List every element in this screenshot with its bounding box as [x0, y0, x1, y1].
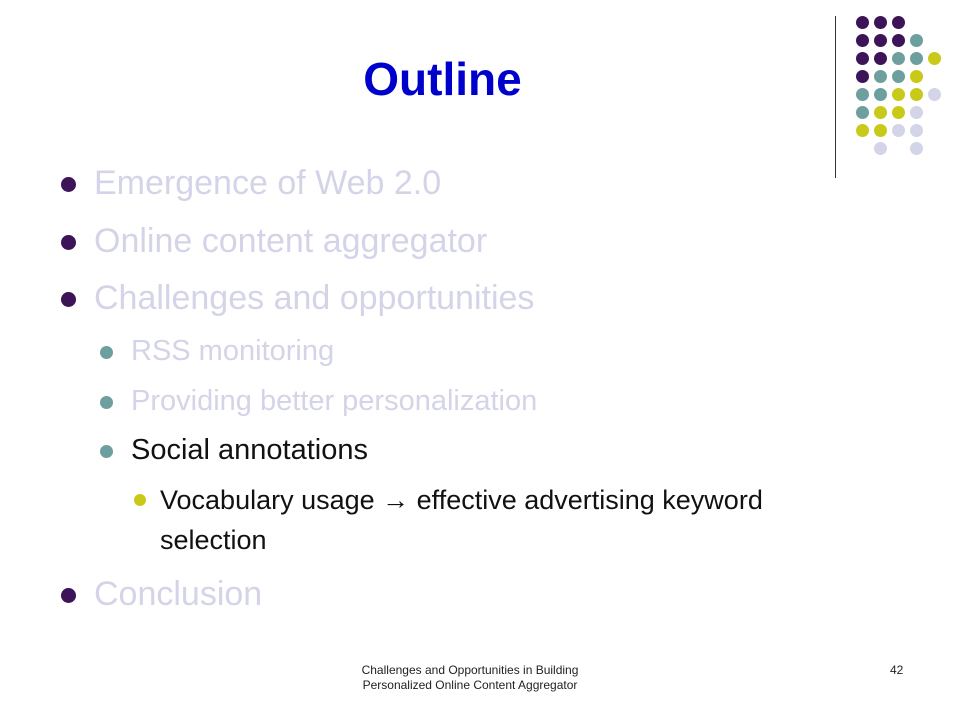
- bullet-label: Providing better personalization: [131, 385, 538, 417]
- decorative-dot: [928, 52, 941, 65]
- decorative-dot: [856, 124, 869, 137]
- subbullet-personalization: [131, 385, 537, 418]
- bullet-dot-icon: [61, 588, 76, 603]
- decorative-dot: [874, 16, 887, 29]
- decorative-dot: [910, 106, 923, 119]
- footer-line-1: Challenges and Opportunities in Building: [361, 663, 579, 677]
- bullet-conclusion: [94, 575, 262, 614]
- bullet-label: Challenges and opportunities: [94, 279, 535, 317]
- subbullet-social-annotations: [131, 434, 368, 467]
- bullet-label: Online content aggregator: [94, 222, 488, 260]
- footer-line-2: Personalized Online Content Aggregator: [362, 678, 578, 692]
- bullet-label: Social annotations: [131, 434, 368, 466]
- decorative-dot: [892, 124, 905, 137]
- page-number: 42: [890, 663, 904, 677]
- bullet-dot-icon: [100, 346, 113, 359]
- decorative-dot: [892, 70, 905, 83]
- bullet-emergence-web2: [94, 164, 441, 203]
- bullet-challenges: [94, 279, 534, 318]
- decorative-dot: [910, 52, 923, 65]
- decorative-dot: [892, 34, 905, 47]
- decorative-dot: [874, 34, 887, 47]
- bullet-online-aggregator: [94, 222, 487, 261]
- slide-title: Outline: [363, 53, 522, 105]
- decorative-dot: [910, 34, 923, 47]
- decorative-dot: [874, 142, 887, 155]
- bullet-dot-icon: [100, 396, 113, 409]
- decorative-dot: [928, 88, 941, 101]
- decorative-dot: [856, 106, 869, 119]
- bullet-dot-icon: [61, 235, 76, 250]
- footer-presentation-title: [300, 663, 640, 693]
- decorative-dot: [910, 70, 923, 83]
- decorative-dot: [874, 106, 887, 119]
- decorative-dot: [892, 16, 905, 29]
- bullet-dot-icon: [134, 494, 146, 506]
- decorative-dot: [874, 124, 887, 137]
- subbullet-rss-monitoring: [131, 335, 334, 368]
- decorative-dot: [856, 34, 869, 47]
- decorative-dot: [892, 106, 905, 119]
- bullet-label: RSS monitoring: [131, 335, 335, 367]
- decorative-dot: [892, 88, 905, 101]
- decorative-dot: [892, 52, 905, 65]
- bullet-label: Emergence of Web 2.0: [94, 164, 442, 202]
- decorative-dot: [856, 16, 869, 29]
- decorative-dot: [910, 88, 923, 101]
- bullet-label: Vocabulary usage → effective advertising keyword selection: [160, 485, 763, 555]
- bullet-label: Conclusion: [94, 575, 263, 613]
- bullet-dot-icon: [61, 177, 76, 192]
- subsubbullet-vocabulary-usage: [160, 480, 780, 560]
- decorative-dot: [910, 124, 923, 137]
- bullet-dot-icon: [61, 292, 76, 307]
- decorative-dot: [910, 142, 923, 155]
- bullet-dot-icon: [100, 445, 113, 458]
